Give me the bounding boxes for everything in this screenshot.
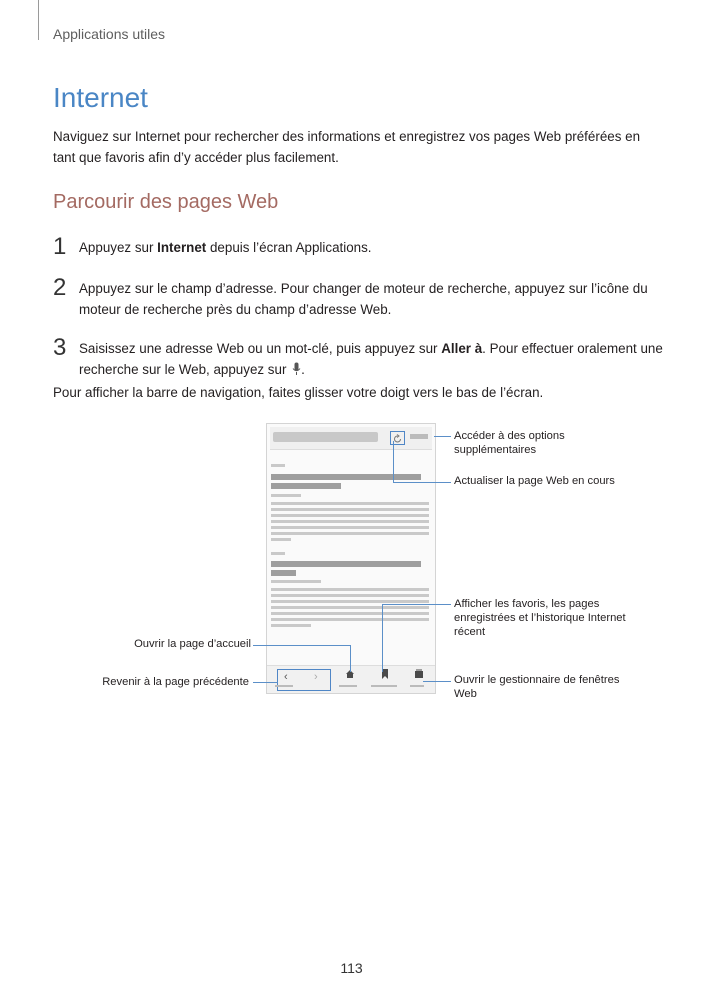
step-2	[53, 274, 663, 320]
page-title: Internet	[53, 82, 148, 113]
address-bar	[270, 427, 432, 450]
navigation-bar	[267, 665, 435, 693]
text-placeholder	[271, 612, 429, 615]
callout-home: Ouvrir la page d’accueil	[134, 638, 251, 650]
callout-line	[382, 604, 451, 605]
text-placeholder	[271, 520, 429, 523]
text-placeholder	[271, 588, 429, 591]
label-placeholder	[339, 685, 357, 687]
callout-options: Accéder à des options supplémentaires	[454, 430, 565, 456]
text-placeholder	[271, 600, 429, 603]
text-placeholder	[271, 594, 429, 597]
step-text	[79, 338, 663, 382]
more-options-icon	[410, 434, 428, 439]
text-placeholder	[271, 552, 285, 555]
heading-placeholder	[271, 483, 341, 489]
running-header: Applications utiles	[53, 26, 166, 42]
callout-line	[393, 441, 394, 483]
step-text-part: . Pour effectuer oralement une recherche sur le Web, appuyez sur	[79, 341, 663, 377]
step-text: Appuyez sur le champ d’adresse. Pour changer de moteur de recherche, appuyez sur l’icône du moteur de recherche près du champ d’adresse Web.	[79, 281, 648, 317]
step-number: 3	[53, 334, 67, 361]
step-text	[79, 237, 663, 258]
step-number: 2	[53, 274, 67, 301]
callout-bookmarks: Afficher les favoris, les pages enregistrées et l’historique Internet récent	[454, 598, 626, 638]
callout-tabs: Ouvrir le gestionnaire de fenêtres Web	[454, 674, 620, 700]
header-rule	[38, 0, 39, 40]
heading-placeholder	[271, 474, 421, 480]
text-placeholder	[271, 494, 301, 497]
text-placeholder	[271, 464, 285, 467]
step-text-part: .	[301, 362, 305, 377]
text-placeholder	[271, 606, 429, 609]
navigation-note: Pour afficher la barre de navigation, faites glisser votre doigt vers le bas de l’écran.	[53, 385, 544, 400]
page-number: 113	[340, 960, 363, 976]
section-title: Parcourir des pages Web	[53, 191, 279, 213]
text-placeholder	[271, 502, 429, 505]
step-number: 1	[53, 233, 67, 260]
step-text-part: Appuyez sur	[79, 240, 158, 255]
step-keyword: Aller à	[441, 341, 483, 356]
text-placeholder	[271, 580, 321, 583]
address-field	[273, 432, 378, 442]
callout-line	[434, 436, 451, 437]
callout-back: Revenir à la page précédente	[102, 676, 249, 688]
heading-placeholder	[271, 570, 296, 576]
text-placeholder	[271, 538, 291, 541]
back-forward-group	[277, 669, 331, 691]
callout-line	[393, 482, 451, 483]
back-icon: ‹	[284, 671, 288, 683]
text-placeholder	[271, 532, 429, 535]
callout-line	[382, 604, 383, 672]
intro-paragraph: Naviguez sur Internet pour rechercher des informations et enregistrez vos pages Web préférées en tant que favoris afin d’y accéder plus facilement.	[53, 129, 641, 165]
step-3	[53, 334, 663, 382]
callout-line	[253, 645, 351, 646]
text-placeholder	[271, 624, 311, 627]
text-placeholder	[271, 618, 429, 621]
callout-line	[253, 682, 278, 683]
step-1	[53, 233, 663, 260]
label-placeholder	[371, 685, 397, 687]
callout-line	[423, 681, 451, 682]
step-text-part: depuis l’écran Applications.	[206, 240, 372, 255]
heading-placeholder	[271, 561, 421, 567]
microphone-icon	[292, 361, 301, 382]
callout-line	[350, 645, 351, 672]
step-text-part: Saisissez une adresse Web ou un mot-clé, puis appuyez sur	[79, 341, 442, 356]
text-placeholder	[271, 514, 429, 517]
browser-screenshot	[266, 423, 436, 694]
label-placeholder	[410, 685, 424, 687]
text-placeholder	[271, 526, 429, 529]
text-placeholder	[271, 508, 429, 511]
forward-icon: ›	[314, 671, 318, 683]
callout-refresh: Actualiser la page Web en cours	[454, 475, 615, 487]
label-placeholder	[275, 685, 293, 687]
step-keyword: Internet	[157, 240, 207, 255]
